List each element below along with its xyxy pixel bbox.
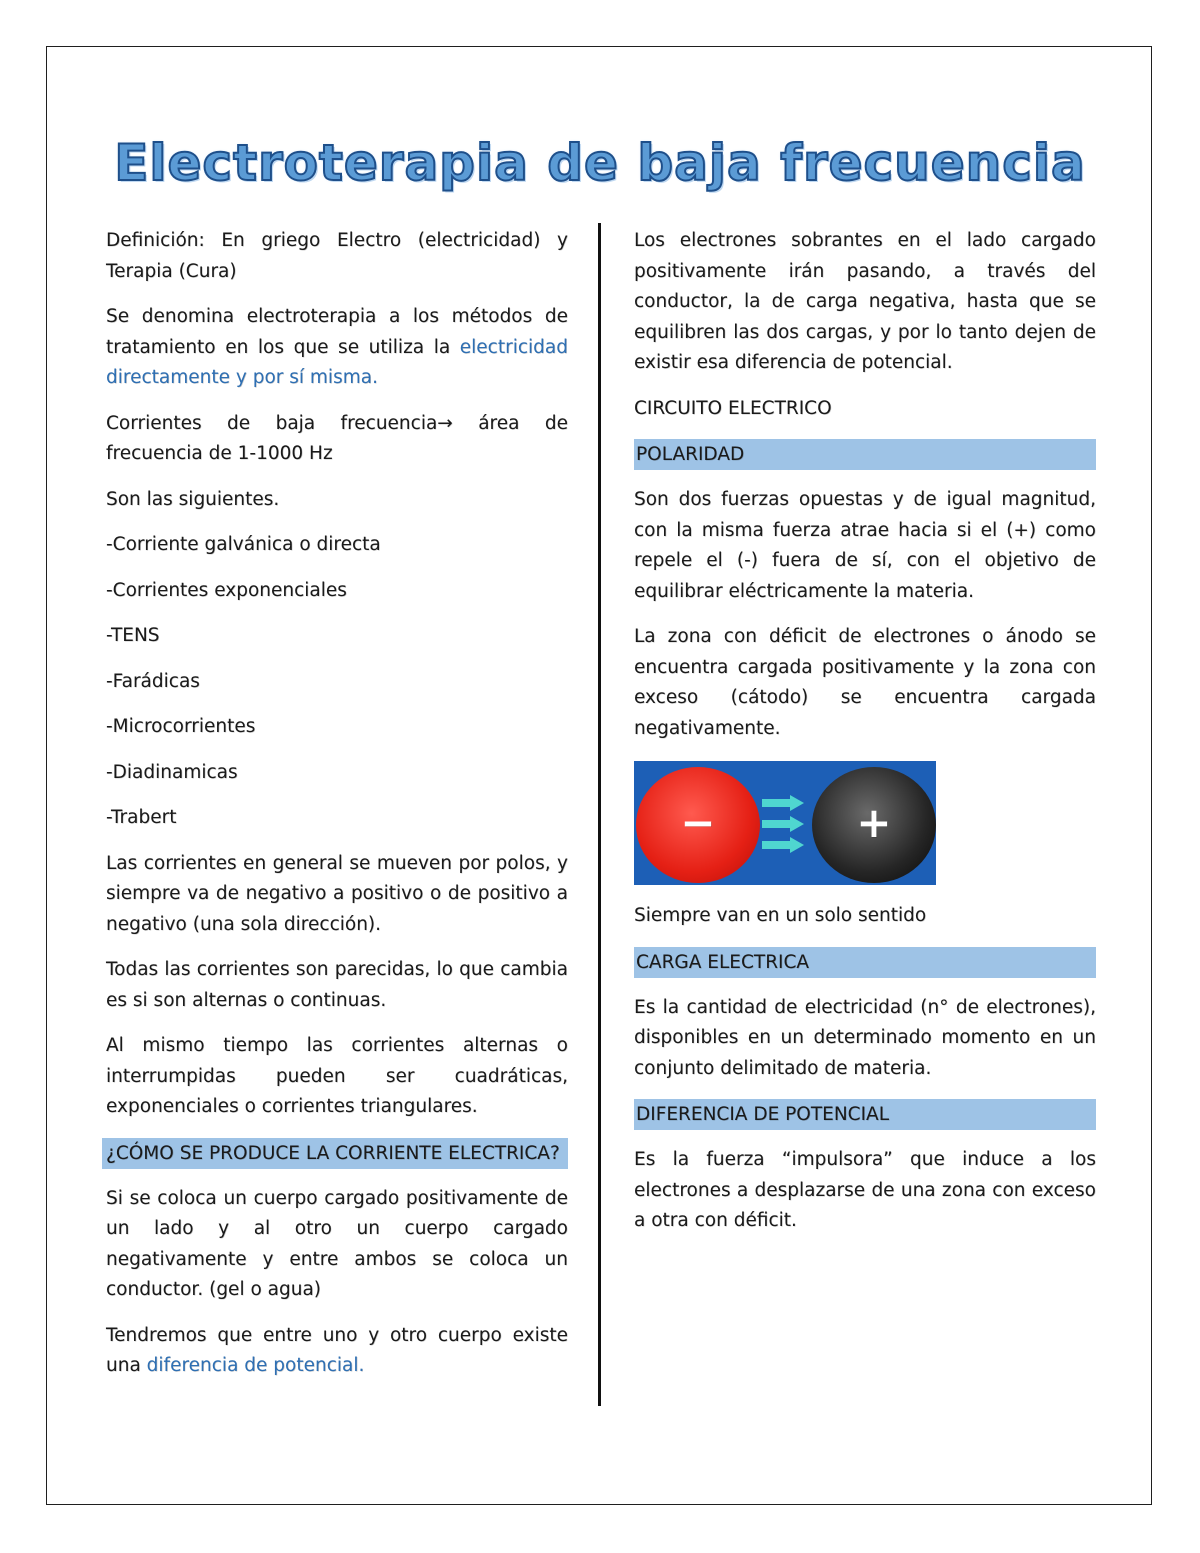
- negative-charge-icon: [636, 767, 760, 883]
- list-item-tens: -TENS: [106, 625, 160, 646]
- left-column: [106, 226, 568, 1397]
- zone-paragraph: La zona con déficit de electrones o ánodo se encuentra cargada positivamente y la zona con exceso (cátodo) se encuentra cargada negativamente.: [634, 626, 1096, 739]
- section-heading-polarity: POLARIDAD: [634, 439, 1096, 470]
- section-heading-potential-difference: DIFERENCIA DE POTENCIAL: [634, 1099, 1096, 1130]
- circuit-label: CIRCUITO ELECTRICO: [634, 397, 832, 419]
- arrow-right-icon: [762, 795, 804, 811]
- conductor-paragraph: Si se coloca un cuerpo cargado positivamente de un lado y al otro un cuerpo cargado negativamente y entre ambos se coloca un conductor. (gel o agua): [106, 1187, 568, 1300]
- plus-symbol: +: [856, 798, 892, 847]
- column-divider: [598, 223, 601, 1406]
- section-heading-how-produced: ¿CÓMO SE PRODUCE LA CORRIENTE ELECTRICA?: [102, 1138, 568, 1169]
- electrotherapy-text: Se denomina electroterapia a los métodos de tratamiento en los que se utiliza la: [106, 306, 568, 358]
- list-item-microcurrents: -Microcorrientes: [106, 716, 256, 737]
- list-item-faradic: -Farádicas: [106, 670, 200, 692]
- potential-text: Tendremos que entre uno y otro cuerpo existe una: [106, 1324, 568, 1376]
- positive-charge-icon: [812, 767, 936, 883]
- minus-symbol: −: [680, 798, 716, 847]
- low-frequency-paragraph: Corrientes de baja frecuencia→ área de frecuencia de 1-1000 Hz: [106, 412, 568, 464]
- list-item-trabert: -Trabert: [106, 807, 177, 828]
- potential-difference-link[interactable]: diferencia de potencial.: [146, 1355, 365, 1376]
- list-item-galvanic: -Corriente galvánica o directa: [106, 534, 381, 555]
- list-intro: Son las siguientes.: [106, 488, 280, 510]
- charge-paragraph: Es la cantidad de electricidad (n° de electrones), disponibles en un determinado momento en un conjunto delimitado de materia.: [634, 996, 1096, 1079]
- forces-paragraph: Son dos fuerzas opuestas y de igual magnitud, con la misma fuerza atrae hacia si el (+) como repele el (-) fuera de sí, con el objetivo de equilibrar eléctricamente la materia.: [634, 489, 1096, 602]
- list-item-diadynamic: -Diadinamicas: [106, 761, 238, 783]
- electricity-link[interactable]: electricidad directamente y por sí misma.: [106, 336, 568, 388]
- right-column: [634, 226, 1096, 1252]
- potential-difference-paragraph: Es la fuerza “impulsora” que induce a los electrones a desplazarse de una zona con exceso a otra con déficit.: [634, 1149, 1096, 1231]
- page-title: Electroterapia de baja frecuencia: [114, 134, 1086, 192]
- similar-paragraph: Todas las corrientes son parecidas, lo que cambia es si son alternas o continuas.: [106, 959, 568, 1011]
- list-item-exponential: -Corrientes exponenciales: [106, 579, 347, 601]
- arrow-right-icon: [762, 837, 804, 853]
- direction-caption: Siempre van en un solo sentido: [634, 905, 927, 926]
- surplus-electrons-paragraph: Los electrones sobrantes en el lado cargado positivamente irán pasando, a través del conductor, la de carga negativa, hasta que se equilibren las dos cargas, y por lo tanto dejen de existir esa diferencia de potencial.: [634, 230, 1096, 373]
- polarity-image: [634, 761, 936, 885]
- section-heading-charge: CARGA ELECTRICA: [634, 947, 1096, 978]
- arrow-right-icon: [762, 816, 804, 832]
- electrotherapy-paragraph: [106, 302, 568, 394]
- definition-paragraph: Definición: En griego Electro (electricidad) y Terapia (Cura): [106, 230, 568, 282]
- alternating-paragraph: Al mismo tiempo las corrientes alternas o interrumpidas pueden ser cuadráticas, exponenciales o corrientes triangulares.: [106, 1035, 568, 1117]
- potential-paragraph: [106, 1321, 568, 1382]
- poles-paragraph: Las corrientes en general se mueven por polos, y siempre va de negativo a positivo o de positivo a negativo (una sola dirección).: [106, 852, 568, 935]
